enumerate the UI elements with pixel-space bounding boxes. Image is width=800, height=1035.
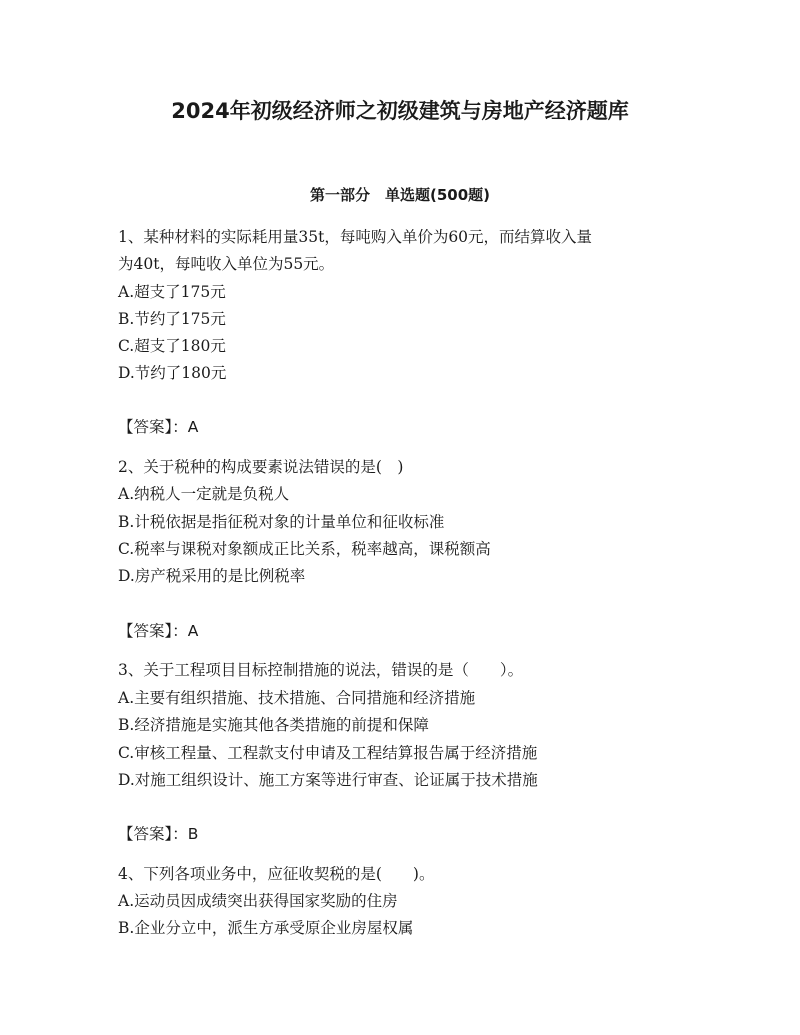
question-1-option-d: D.节约了180元 — [118, 364, 227, 382]
question-1-stem-line-1: 1、某种材料的实际耗用量35t，每吨购入单价为60元，而结算收入量 — [118, 228, 593, 246]
question-3-option-a: A.主要有组织措施、技术措施、合同措施和经济措施 — [118, 689, 476, 707]
section-title: 第一部分 单选题(500题) — [309, 186, 491, 204]
question-3-stem: 3、关于工程项目目标控制措施的说法，错误的是（ ）。 — [118, 661, 524, 679]
question-1-stem-line-2: 为40t，每吨收入单位为55元。 — [118, 255, 335, 273]
question-3-option-b: B.经济措施是实施其他各类措施的前提和保障 — [118, 716, 429, 734]
question-1-answer: 【答案】：A — [118, 418, 199, 436]
question-3-option-d: D.对施工组织设计、施工方案等进行审查、论证属于技术措施 — [118, 771, 538, 789]
question-3-option-c: C.审核工程量、工程款支付申请及工程结算报告属于经济措施 — [118, 744, 538, 762]
question-2-option-c: C.税率与课税对象额成正比关系，税率越高，课税额高 — [118, 540, 491, 558]
question-2-option-b: B.计税依据是指征税对象的计量单位和征收标准 — [118, 513, 445, 531]
question-2-option-a: A.纳税人一定就是负税人 — [118, 485, 290, 503]
question-4-option-b: B.企业分立中，派生方承受原企业房屋权属 — [118, 919, 414, 937]
question-3-answer: 【答案】：B — [118, 825, 199, 843]
question-4-option-a: A.运动员因成绩突出获得国家奖励的住房 — [118, 892, 398, 910]
question-1-option-a: A.超支了175元 — [118, 283, 226, 301]
question-2-answer: 【答案】：A — [118, 622, 199, 640]
question-4-stem: 4、下列各项业务中，应征收契税的是( )。 — [118, 865, 435, 883]
question-1-option-c: C.超支了180元 — [118, 337, 226, 355]
question-2-stem: 2、关于税种的构成要素说法错误的是( ) — [118, 458, 404, 476]
document-title: 2024年初级经济师之初级建筑与房地产经济题库 — [171, 99, 629, 123]
question-2-option-d: D.房产税采用的是比例税率 — [118, 567, 306, 585]
question-1-option-b: B.节约了175元 — [118, 310, 226, 328]
